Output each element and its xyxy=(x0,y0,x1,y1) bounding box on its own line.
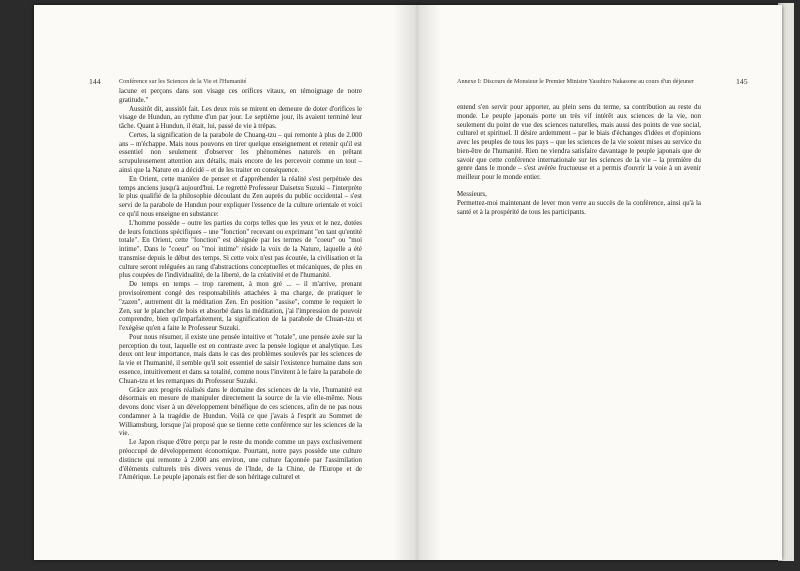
left-page xyxy=(34,5,414,560)
right-body-text xyxy=(457,103,701,216)
paragraph: Pour nous résumer, il existe une pensée intuitive et "totale", une pensée axée sur la perception du tout, laquelle est en contraste avec la pensée logique et analytique. Les deux ont leur importance, mais dans le cas des problèmes soulevés par les sciences de la vie et l'humanité, il semble qu'il soit essentiel de saisir l'existence humaine dans son essence, intuitivement et dans sa totalité, comme nous l'invitent à le faire la parabole de Chuan-tzu et les remarques du Professeur Suzuki. xyxy=(119,332,362,385)
paragraph: Grâce aux progrès réalisés dans le domaine des sciences de la vie, l'humanité est désormais en mesure de manipuler directement la source de la vie elle-même. Nous devons donc viser à un développement bénéfique de ces sciences, afin de ne pas nous condamner à la tragédie de Hundun. Voilà ce que j'avais à l'esprit au Sommet de Williamsburg, lorsque j'ai proposé que se tienne cette conférence sur les sciences de la vie. xyxy=(119,385,362,438)
paragraph: Certes, la signification de la parabole de Chuang-tzu – qui remonte à plus de 2.000 ans – m'échappe. Mais nous pouvons en tirer quelque enseignement et retenir qu'il est essentiel non seulement d'observer les phénomènes naturels en prêtant scrupuleusement attention aux détails, mais encore de les percevoir comme un tout – ainsi que la Nature en a décidé – et de les traiter en conséquence. xyxy=(119,130,362,175)
paragraph: entend s'en servir pour apporter, au plein sens du terme, sa contribution au reste du monde. Le peuple japonais porte un très vif intérêt aux sciences de la vie, non seulement du point de vue des sciences naturelles, mais aussi des points de vue social, culturel et spirituel. Il désire ardemment – par le biais d'échanges d'idées et d'opinions avec les peuples de tous les pays – que les sciences de la vie soient mises au service du bien-être de l'humanité. Rien ne viendra satisfaire davantage le peuple japonais que de savoir que cette conférence internationale sur les sciences de la vie – la première du genre dans le monde – s'est avérée fructueuse et a permis d'ouvrir la voie à un avenir meilleur pour le monde entier. xyxy=(457,103,701,182)
right-running-head: Annexe I: Discours de Monsieur le Premier Ministre Yasuhiro Nakasone au cours d'un déjeuner xyxy=(457,78,694,85)
left-page-number: 144 xyxy=(89,77,101,86)
book-spread xyxy=(34,5,782,560)
right-page xyxy=(417,5,782,560)
paragraph: lacune et perçons dans son visage ces orifices vitaux, en témoignage de notre gratitude." xyxy=(119,87,362,104)
left-body-text xyxy=(119,87,362,482)
paragraph: Aussitôt dit, aussitôt fait. Les deux rois se mirent en demeure de doter d'orifices le visage de Hundun, au rythme d'un par jour. Le septième jour, ils avaient terminé leur tâche. Quant à Hundun, il était, lui, passé de vie à trépas. xyxy=(119,104,362,131)
right-page-number: 145 xyxy=(736,77,748,86)
paragraph: En Orient, cette manière de penser et d'appréhender la réalité s'est perpétuée des temps anciens jusqu'à aujourd'hui. Le regretté Professeur Daisetsu Suzuki – l'interprète le plus qualifié de la philosophie découlant du Zen auprès du public occidental – s'est servi de la parabole de Hundun pour expliquer l'essence de la culture orientale et voici ce qu'il nous enseigne en substance: xyxy=(119,174,362,218)
salutation: Messieurs, xyxy=(457,190,487,199)
left-running-head: Conférence sur les Sciences de la Vie et l'Humanité xyxy=(119,78,247,85)
paragraph: Le Japon risque d'être perçu par le reste du monde comme un pays exclusivement préoccupé de développement économique. Pourtant, notre pays possède une culture distincte qui remonte à 2.000 ans environ, une culture façonnée par l'assimilation d'éléments culturels très divers venus de l'Inde, de la Chine, de l'Europe et de l'Amérique. Le peuple japonais est fier de son héritage culturel et xyxy=(119,438,362,482)
paragraph: De temps en temps – trop rarement, à mon gré ... – il m'arrive, prenant provisoirement congé des responsabilités attachées à ma charge, de pratiquer le "zazen", autrement dit la méditation Zen. En position "assise", comme le requiert le Zen, sur le plancher de bois et absorbé dans la méditation, j'ai l'impression de pouvoir comprendre, bien qu'imparfaitement, la signification de la parabole de Chuan-tzu et l'exégèse qu'en a faite le Professeur Suzuki. xyxy=(119,280,362,333)
paragraph: L'homme possède – outre les parties du corps telles que les yeux et le nez, dotées de leurs fonctions spécifiques – une "fonction" recevant ou exprimant "en tant qu'entité totale". En Orient, cette "fonction" est désignée par les termes de "coeur" ou "moi intime". Dans le "coeur" ou "moi intime" réside la voix de la Nature, laquelle a été transmise depuis le début des temps. Si cette voix n'est pas écoutée, la civilisation et la culture seront reléguées au rang d'abstractions conceptuelles et mécaniques, de plus en plus coupées de l'individualité, de la liberté, de la créativité et de l'humanité. xyxy=(119,218,362,280)
paragraph: Permettez-moi maintenant de lever mon verre au succès de la conférence, ainsi qu'à la santé et à la prospérité de tous les participants. xyxy=(457,198,701,216)
